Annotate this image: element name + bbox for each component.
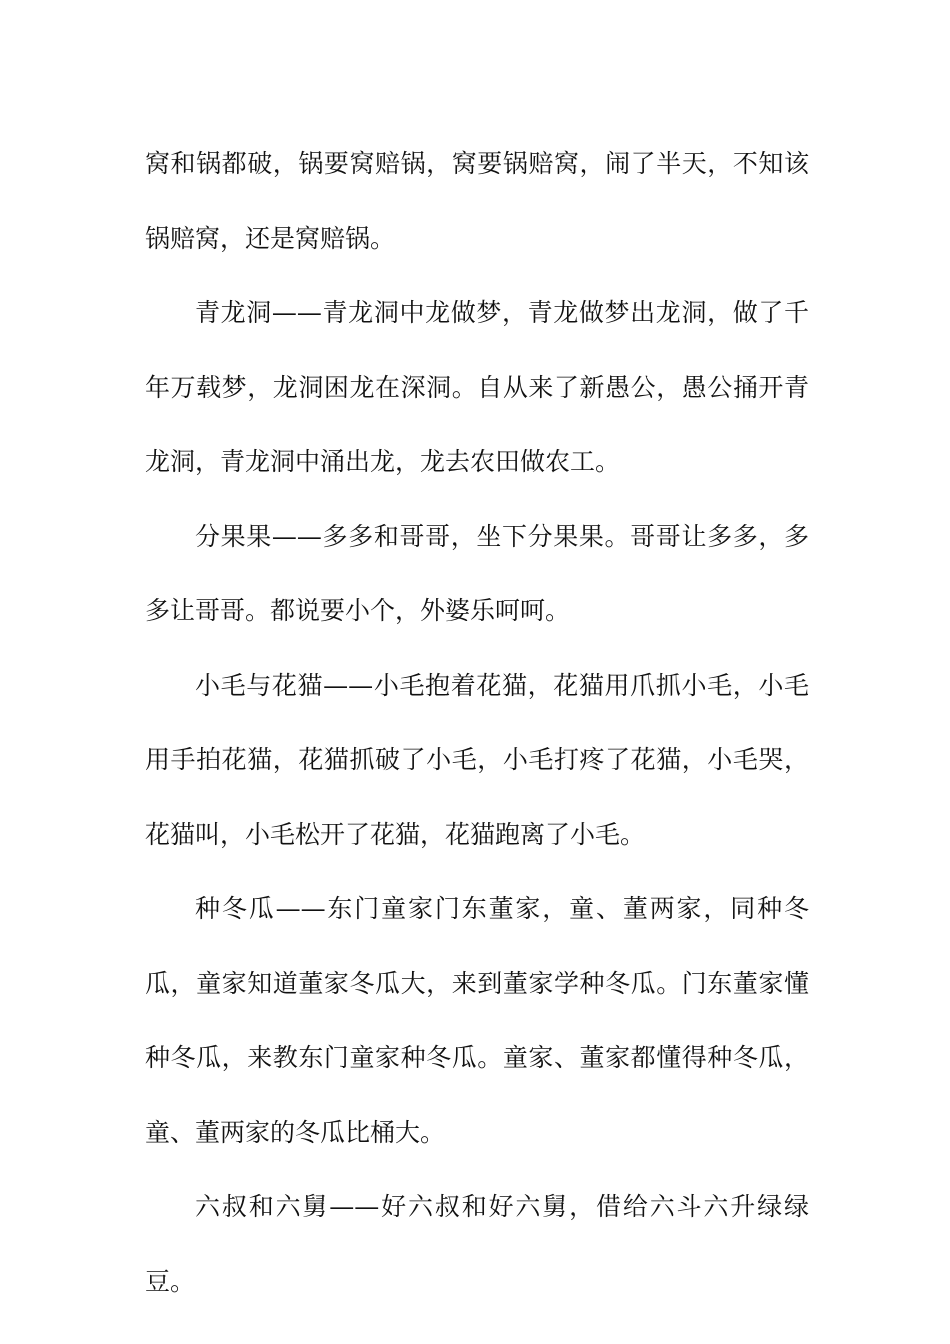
paragraph-zhongdonggua: 种冬瓜——东门童家门东董家，童、董两家，同种冬瓜，童家知道董家冬瓜大，来到董家学种冬瓜。门东董家懂种冬瓜，来教东门童家种冬瓜。童家、董家都懂得种冬瓜，童、董两家的冬瓜比桶大。 — [145, 894, 809, 1147]
paragraph-liushu-liujiu: 六叔和六舅——好六叔和好六舅，借给六斗六升绿绿豆。 — [145, 1192, 809, 1296]
paragraph-continued: 窝和锅都破，锅要窝赔锅，窝要锅赔窝，闹了半天，不知该锅赔窝，还是窝赔锅。 — [145, 149, 809, 253]
paragraph-xiaomao-huamao: 小毛与花猫——小毛抱着花猫，花猫用爪抓小毛，小毛用手拍花猫，花猫抓破了小毛，小毛打疼了花猫，小毛哭，花猫叫，小毛松开了花猫，花猫跑离了小毛。 — [145, 670, 809, 849]
paragraph-fenguoguo: 分果果——多多和哥哥，坐下分果果。哥哥让多多，多多让哥哥。都说要小个，外婆乐呵呵。 — [145, 521, 809, 625]
paragraph-qinglongdong: 青龙洞——青龙洞中龙做梦，青龙做梦出龙洞，做了千年万载梦，龙洞困龙在深洞。自从来了新愚公，愚公捅开青龙洞，青龙洞中涌出龙，龙去农田做农工。 — [145, 298, 809, 476]
document-body — [145, 127, 809, 1319]
